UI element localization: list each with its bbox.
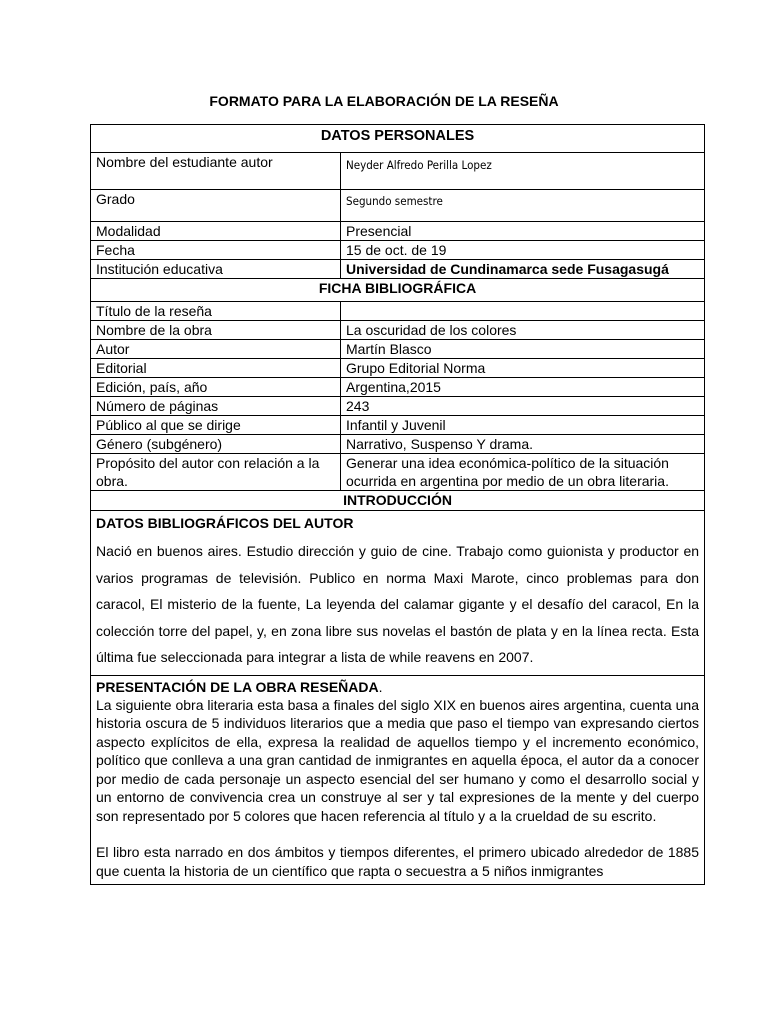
label-institucion: Institución educativa — [91, 260, 341, 279]
value-modalidad: Presencial — [341, 222, 705, 241]
presentation-paragraph-2: El libro esta narrado en dos ámbitos y tiempos diferentes, el primero ubicado alrededor de 1885 que cuenta la historia de un científico que rapta o secuestra a 5 niños inmigrantes — [96, 844, 700, 879]
section-heading-introduccion: INTRODUCCIÓN — [91, 491, 705, 511]
section-heading-datos-personales: DATOS PERSONALES — [91, 125, 705, 153]
label-nombre-obra: Nombre de la obra — [91, 321, 341, 340]
label-publico: Público al que se dirige — [91, 416, 341, 435]
label-fecha: Fecha — [91, 241, 341, 260]
value-titulo-resena — [341, 302, 705, 321]
label-autor: Autor — [91, 340, 341, 359]
label-grado: Grado — [91, 190, 341, 222]
label-nombre-estudiante: Nombre del estudiante autor — [91, 153, 341, 190]
label-edicion: Edición, país, año — [91, 378, 341, 397]
author-bio-heading: DATOS BIBLIOGRÁFICOS DEL AUTOR — [96, 515, 354, 531]
label-proposito: Propósito del autor con relación a la obra. — [91, 454, 341, 491]
label-titulo-resena: Título de la reseña — [91, 302, 341, 321]
value-grado: Segundo semestre — [341, 190, 705, 222]
presentation-heading: PRESENTACIÓN DE LA OBRA RESEÑADA — [96, 678, 379, 695]
author-bio-cell — [91, 511, 705, 676]
value-editorial: Grupo Editorial Norma — [341, 359, 705, 378]
value-genero: Narrativo, Suspenso Y drama. — [341, 435, 705, 454]
author-bio-text: Nació en buenos aires. Estudio dirección y guio de cine. Trabajo como guionista y productor en varios programas de televisión. Publico en norma Maxi Marote, cinco problemas para don caracol, El misterio de la fuente, La leyenda del calamar gigante y el desafío del caracol, En la colección torre del papel, y, en zona libre sus novelas el bastón de plata y en la línea recta. Esta última fue seleccionada para integrar a lista de while reavens en 2007. — [96, 543, 700, 665]
value-nombre-obra: La oscuridad de los colores — [341, 321, 705, 340]
document-title: FORMATO PARA LA ELABORACIÓN DE LA RESEÑA — [209, 93, 559, 109]
presentation-heading-suffix: . — [378, 678, 383, 695]
label-numero-paginas: Número de páginas — [91, 397, 341, 416]
value-institucion: Universidad de Cundinamarca sede Fusagasugá — [341, 260, 705, 279]
section-heading-ficha: FICHA BIBLIOGRÁFICA — [91, 279, 705, 302]
label-genero: Género (subgénero) — [91, 435, 341, 454]
value-proposito: Generar una idea económica-político de la situación ocurrida en argentina por medio de un obra literaria. — [341, 454, 705, 491]
value-autor: Martín Blasco — [341, 340, 705, 359]
value-nombre-estudiante: Neyder Alfredo Perilla Lopez — [341, 153, 705, 190]
value-publico: Infantil y Juvenil — [341, 416, 705, 435]
value-edicion: Argentina,2015 — [341, 378, 705, 397]
presentation-cell — [91, 675, 705, 885]
review-form-table — [90, 124, 705, 885]
value-numero-paginas: 243 — [341, 397, 705, 416]
value-fecha: 15 de oct. de 19 — [341, 241, 705, 260]
label-editorial: Editorial — [91, 359, 341, 378]
label-modalidad: Modalidad — [91, 222, 341, 241]
presentation-paragraph-1: La siguiente obra literaria esta basa a finales del siglo XIX en buenos aires argentina, cuenta una historia oscura de 5 individuos literarios que a media que paso el tiempo van expresando ciertos aspecto explícitos de ella, expresa la realidad de aquellos tiempo y el incremento económico, político que conlleva a una gran cantidad de inmigrantes en aquella época, el autor da a conocer por medio de cada personaje un aspecto esencial del ser humano y como el desarrollo social y un entorno de convivencia crea un construye al ser y tal expresiones de la mente y del cuerpo son representado por 5 colores que hacen referencia al título y a la crueldad de su escrito. — [96, 696, 700, 824]
